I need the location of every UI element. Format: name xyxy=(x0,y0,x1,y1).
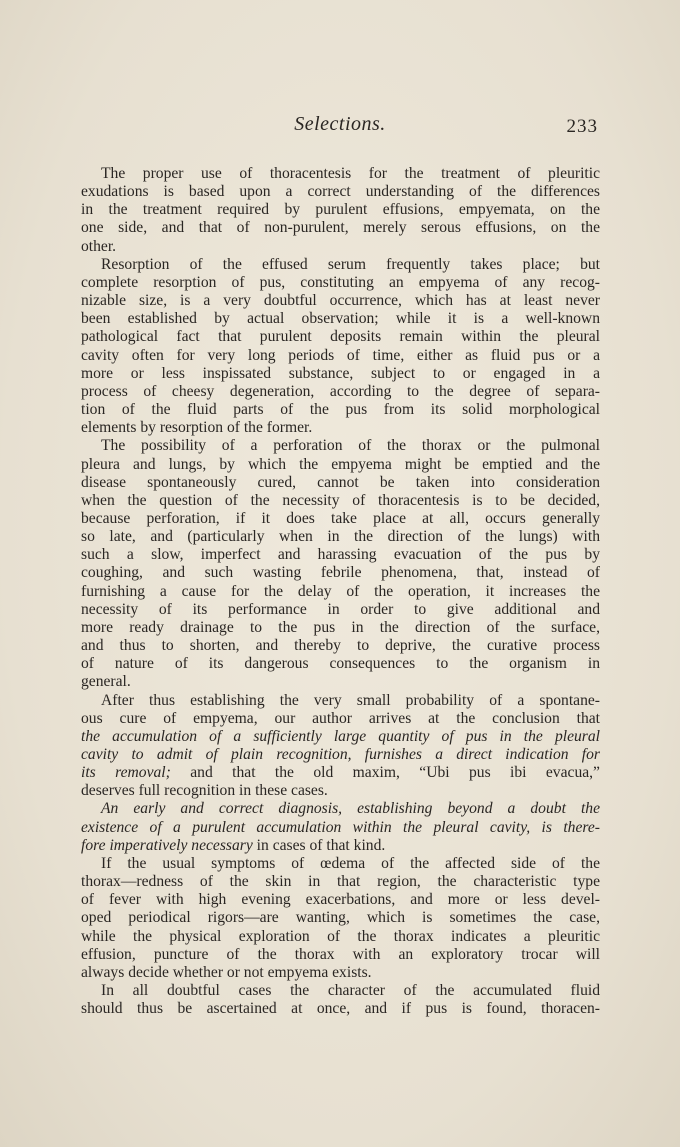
text-line: If the usual symptoms of œdema of the affected side of the xyxy=(101,854,600,872)
text-line: such a slow, imperfect and harassing evacuation of the pus by xyxy=(81,546,600,564)
text-line: in the treatment required by purulent effusions, empyemata, on the xyxy=(81,201,600,219)
text-line: furnishing a cause for the delay of the operation, it increases the xyxy=(81,582,600,600)
text-line: process of cheesy degeneration, according to the degree of separa- xyxy=(81,382,600,400)
text-line xyxy=(81,746,600,764)
text-line: elements by resorption of the former. xyxy=(81,419,313,437)
text-line: exudations is based upon a correct understanding of the differences xyxy=(81,183,600,201)
text-line: of fever with high evening exacerbations, and more or less devel- xyxy=(81,891,600,909)
text-line xyxy=(81,764,600,782)
text-line: more ready drainage to the pus in the direction of the surface, xyxy=(81,618,600,636)
text-line: disease spontaneously cured, cannot be taken into consideration xyxy=(81,473,600,491)
text-line: complete resorption of pus, constituting an empyema of any recog- xyxy=(81,273,600,291)
italic-text: An early and correct diagnosis, establishing beyond a doubt the xyxy=(101,800,600,818)
text-line: nizable size, is a very doubtful occurrence, which has at least never xyxy=(81,292,600,310)
page-number: 233 xyxy=(566,116,598,137)
text-line: pathological fact that purulent deposits remain within the pleural xyxy=(81,328,600,346)
text-line: should thus be ascertained at once, and if pus is found, thoracen- xyxy=(81,1000,600,1018)
text-line: because perforation, if it does take place at all, occurs generally xyxy=(81,509,600,527)
text-line: thorax—redness of the skin in that region, the characteristic type xyxy=(81,873,600,891)
text-line: tion of the fluid parts of the pus from its solid morphological xyxy=(81,401,600,419)
text-line: general. xyxy=(81,673,131,691)
text-line: while the physical exploration of the thorax indicates a pleuritic xyxy=(81,927,600,945)
text-line: ous cure of empyema, our author arrives at the conclusion that xyxy=(81,709,600,727)
italic-text: its removal; xyxy=(81,764,171,782)
text-line: more or less inspissated substance, subject to or engaged in a xyxy=(81,364,600,382)
text-line: oped periodical rigors—are wanting, which is sometimes the case, xyxy=(81,909,600,927)
running-title: Selections. xyxy=(294,113,386,135)
text-line: when the question of the necessity of thoracentesis is to be decided, xyxy=(81,491,600,509)
text-line xyxy=(81,728,600,746)
text-line: In all doubtful cases the character of the accumulated fluid xyxy=(101,982,600,1000)
text-line: effusion, puncture of the thorax with an exploratory trocar will xyxy=(81,945,600,963)
text-segment: in cases of that kind. xyxy=(256,836,386,854)
italic-text: fore imperatively necessary xyxy=(81,836,253,854)
text-line: deserves full recognition in these cases. xyxy=(81,782,328,800)
text-line: pleura and lungs, by which the empyema might be emptied and the xyxy=(81,455,600,473)
text-line: of nature of its dangerous consequences to the organism in xyxy=(81,655,600,673)
text-line: been established by actual observation; while it is a well-known xyxy=(81,310,600,328)
text-line xyxy=(81,800,600,818)
text-line: Resorption of the effused serum frequently takes place; but xyxy=(101,255,600,273)
text-line xyxy=(81,837,600,855)
text-line: The possibility of a perforation of the thorax or the pulmonal xyxy=(101,437,600,455)
text-line: necessity of its performance in order to give additional and xyxy=(81,600,600,618)
italic-text: the accumulation of a sufficiently large quantity of pus in the pleural xyxy=(81,727,600,745)
text-line: other. xyxy=(81,237,117,255)
text-line: one side, and that of non-purulent, merely serous effusions, on the xyxy=(81,219,600,237)
text-segment: and that the old maxim, “Ubi pus ibi evacua,” xyxy=(190,764,600,782)
italic-text: cavity to admit of plain recognition, furnishes a direct indication for xyxy=(81,746,600,763)
text-line: cavity often for very long periods of time, either as fluid pus or a xyxy=(81,346,600,364)
body-text xyxy=(81,165,600,1018)
text-line: After thus establishing the very small probability of a spontane- xyxy=(101,691,600,709)
text-line xyxy=(81,819,600,837)
text-line: and thus to shorten, and thereby to deprive, the curative process xyxy=(81,637,600,655)
text-line: The proper use of thoracentesis for the treatment of pleuritic xyxy=(101,165,600,182)
text-line: coughing, and such wasting febrile phenomena, that, instead of xyxy=(81,564,600,582)
italic-text: existence of a purulent accumulation within the pleural cavity, is there- xyxy=(81,818,600,836)
page-header xyxy=(80,113,600,143)
text-line: so late, and (particularly when in the direction of the lungs) with xyxy=(81,528,600,546)
text-line: always decide whether or not empyema exists. xyxy=(81,963,372,981)
